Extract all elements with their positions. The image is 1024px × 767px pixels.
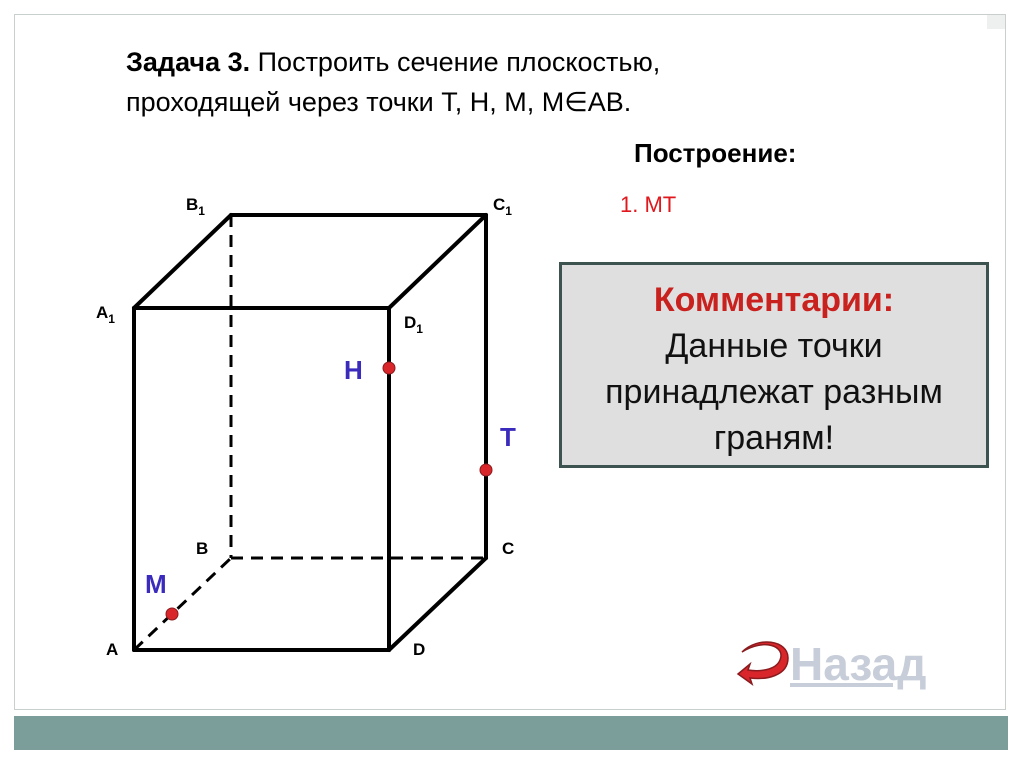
vertex-label-d: D	[413, 640, 426, 659]
comment-box	[559, 262, 989, 468]
vertex-label-a: A	[106, 640, 119, 659]
back-button[interactable]	[734, 632, 926, 696]
vertex-label-a1: $A_1$	[96, 303, 115, 326]
return-arrow-icon	[734, 632, 790, 696]
vertex-label-c1: $C_1$	[493, 195, 512, 218]
construction-step-1: 1. МТ	[620, 192, 677, 217]
task-number: Задача 3.	[126, 47, 251, 77]
vertex-label-b1: $B_1$	[186, 195, 205, 218]
comment-line-2: принадлежат разным	[605, 373, 943, 411]
edge-d1-c1	[389, 215, 486, 308]
comment-line-3: граням!	[713, 419, 835, 457]
vertex-label-d1: $D_1$	[404, 313, 423, 336]
vertex-label-c: C	[502, 539, 515, 558]
construction-heading: Построение:	[634, 138, 797, 168]
point-label-t: T	[500, 422, 516, 452]
edge-a1-b1	[134, 215, 231, 308]
comment-line-1: Данные точки	[665, 327, 883, 365]
point-label-h: Н	[344, 355, 363, 385]
vertex-label-b: B	[196, 539, 209, 558]
task-text-line2: проходящей через точки Т, Н, М, М∈АВ.	[126, 87, 632, 117]
comment-title: Комментарии:	[653, 281, 895, 319]
bottom-bar	[14, 716, 1008, 750]
point-m	[145, 569, 178, 620]
edge-d-c	[389, 558, 486, 650]
point-label-m: M	[145, 569, 167, 599]
task-text-line1: Построить сечение плоскостью,	[257, 47, 661, 77]
back-link-label[interactable]: Назад	[790, 638, 927, 690]
